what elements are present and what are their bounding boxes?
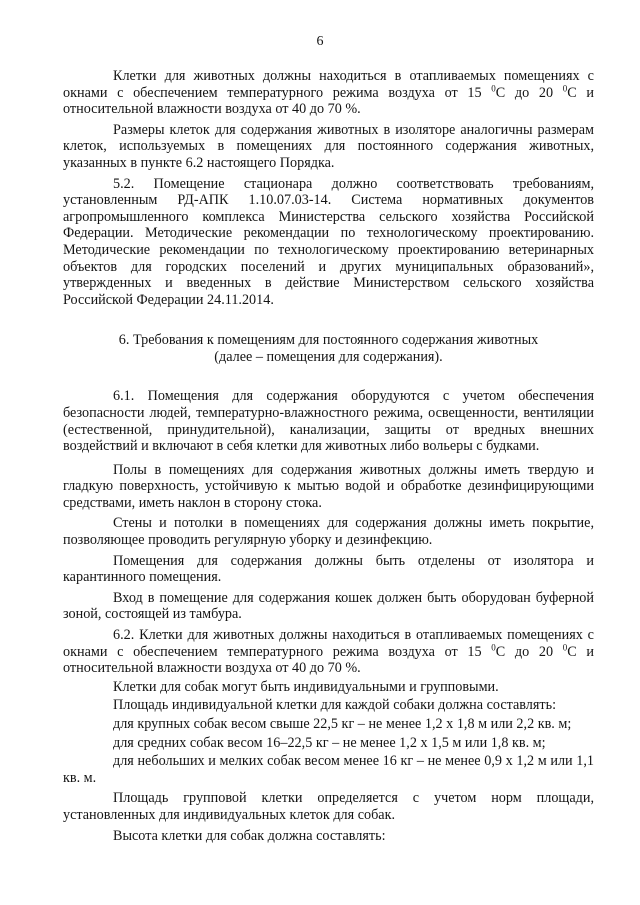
paragraph-separation: Помещения для содержания должны быть отделены от изолятора и карантинного помещения. (63, 552, 594, 586)
section-heading-line1: 6. Требования к помещениям для постоянного содержания животных (118, 332, 539, 349)
list-item-medium-dogs: для средних собак весом 16–22,5 кг – не менее 1,2 х 1,5 м или 1,8 кв. м; (113, 734, 546, 751)
document-body (63, 68, 594, 844)
paragraph-cage-height: Высота клетки для собак должна составлять: (113, 827, 386, 844)
paragraph-isolator-cage-size: Размеры клеток для содержания животных в изоляторе аналогичны размерам клеток, используемых в помещениях для постоянного содержания животных, указанных в пункте 6.2 настоящего Порядка. (63, 121, 594, 171)
paragraph-dog-cage-types: Клетки для собак могут быть индивидуальными и групповыми. (113, 678, 499, 695)
list-item-small-dogs: для небольших и мелких собак весом менее 16 кг – не менее 0,9 х 1,2 м или 1,1 кв. м. (63, 753, 594, 786)
paragraph-walls: Стены и потолки в помещениях для содержания должны иметь покрытие, позволяющее проводить регулярную уборку и дезинфекцию. (63, 515, 594, 549)
paragraph-floors: Полы в помещениях для содержания животных должны иметь твердую и гладкую поверхность, устойчивую к мытью водой и обработке дезинфицирующими средствами, иметь наклон в сторону стока. (63, 461, 594, 511)
paragraph-6-2: 6.2. Клетки для животных должны находиться в отапливаемых помещениях с окнами с обеспечением температурного режима воздуха от 15 $^0$С до 20 $^0$С и относительной влажности воздуха от 40 до 70 %. (63, 627, 594, 677)
paragraph-group-cage-area: Площадь групповой клетки определяется с учетом норм площади, установленных для индивидуальных клеток для собак. (63, 790, 594, 823)
paragraph-individual-cage-area: Площадь индивидуальной клетки для каждой собаки должна составлять: (113, 697, 557, 714)
section-heading-line2: (далее – помещения для содержания). (214, 349, 443, 366)
dog-cage-list (63, 679, 594, 787)
paragraph-cage-heating: Клетки для животных должны находиться в отапливаемых помещениях с окнами с обеспечением температурного режима воздуха от 15 $^0$С до 20 $^0$С и относительной влажности воздуха от 40 до 70 %. (63, 68, 594, 118)
paragraph-cat-entrance: Вход в помещение для содержания кошек должен быть оборудован буферной зоной, состоящей из тамбура. (63, 589, 594, 623)
paragraph-6-1: 6.1. Помещения для содержания оборудуются с учетом обеспечения безопасности людей, температурно-влажностного режима, освещенности, вентиляции (естественной, принудительной), канализации, защиты от вредных внешних воздействий и включают в себя клетки для животных либо вольеры с будками. (63, 388, 594, 455)
list-item-large-dogs: для крупных собак весом свыше 22,5 кг – не менее 1,2 х 1,8 м или 2,2 кв. м; (113, 716, 572, 732)
section-heading-6 (63, 332, 594, 366)
page-number: 6 (316, 34, 324, 49)
paragraph-5-2: 5.2. Помещение стационара должно соответствовать требованиям, установленным РД-АПК 1.10.07.03-14. Система нормативных документов агропромышленного комплекса Министерства сельского хозяйства Российской Федерации. Методические рекомендации по технологическому проектированию. Методические рекомендации по технологическому проектированию ветеринарных объектов для городских поселений и других муниципальных образований», утвержденных и введенных в действие Министерством сельского хозяйства Российской Федерации 24.11.2014. (63, 175, 594, 308)
